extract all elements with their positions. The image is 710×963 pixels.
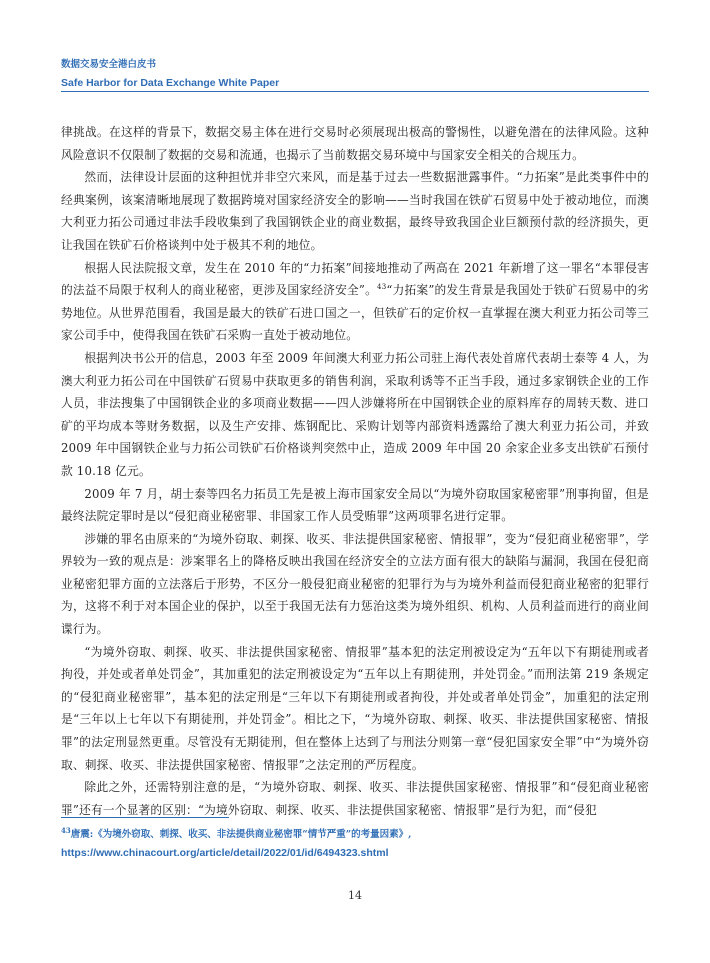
footnote-number: 43	[61, 825, 71, 835]
paragraph-text: 根据人民法院报文章，发生在 2010 年的“力拓案”间接地推动了两高在 2021 年新增了这一罪名“本罪侵害的法益不局限于权利人的商业秘密，更涉及国家经济安全”。	[61, 260, 649, 298]
footnote	[61, 826, 649, 862]
paragraph: 涉嫌的罪名由原来的“为境外窃取、刺探、收买、非法提供国家秘密、情报罪”，变为“侵犯商业秘密罪”，学界较为一致的观点是：涉案罪名上的降格反映出我国在经济安全的立法方面有很大的缺陷与漏洞，我国在侵犯商业秘密犯罪方面的立法落后于形势，不区分一般侵犯商业秘密的犯罪行为与为境外利益而侵犯商业秘密的犯罪行为，这将不利于对本国企业的保护，以至于我国无法有力惩治这类为境外组织、机构、人员利益而进行的商业间谍行为。	[61, 531, 649, 637]
footnote-ref[interactable]: 43	[377, 283, 387, 292]
paragraph: 律挑战。在这样的背景下，数据交易主体在进行交易时必须展现出极高的警惕性，以避免潜在的法律风险。这种风险意识不仅限制了数据的交易和流通，也揭示了当前数据交易环境中与国家安全相关的合规压力。	[61, 125, 649, 162]
paragraph-text: “力拓案”的发生背景是我国处于铁矿石贸易中的劣势地位。从世界范围看，我国是最大的铁矿石进口国之一，但铁矿石的定价权一直掌握在澳大利亚力拓公司等三家公司手中，使得我国在铁矿石采购一直处于被动地位。	[61, 283, 649, 343]
footnote-link[interactable]: https://www.chinacourt.org/article/detail/2022/01/id/6494323.shtml	[61, 847, 389, 859]
paragraph: 然而，法律设计层面的这种担忧并非空穴来风，而是基于过去一些数据泄露事件。“力拓案”是此类事件中的经典案例，该案清晰地展现了数据跨境对国家经济安全的影响——当时我国在铁矿石贸易中处于被动地位，而澳大利亚力拓公司通过非法手段收集到了我国钢铁企业的商业数据，最终导致我国企业巨额预付款的经济损失，更让我国在铁矿石价格谈判中处于极其不利的地位。	[61, 170, 649, 252]
header-title-en: Safe Harbor for Data Exchange White Paper	[61, 77, 280, 89]
paragraph: 根据判决书公开的信息，2003 年至 2009 年间澳大利亚力拓公司驻上海代表处首席代表胡士泰等 4 人，为澳大利亚力拓公司在中国铁矿石贸易中获取更多的销售利润，采取利诱等不正当手段，通过多家钢铁企业的工作人员，非法搜集了中国钢铁企业的多项商业数据——四人涉嫌将所在中国钢铁企业的原料库存的周转天数、进口矿的平均成本等财务数据，以及生产安排、炼钢配比、采购计划等内部资料透露给了澳大利亚力拓公司，并致 2009 年中国钢铁企业与力拓公司铁矿石价格谈判突然中止，造成 2009 年中国 20 余家企业多支出铁矿石预付款 10.18 亿元。	[61, 350, 649, 478]
footnote-text: 唐震:《为境外窃取、刺探、收买、非法提供商业秘密罪“情节严重”的考量因素》,	[70, 829, 412, 840]
paragraph: “为境外窃取、刺探、收买、非法提供国家秘密、情报罪”基本犯的法定刑被设定为“五年以下有期徒刑或者拘役，并处或者单处罚金”，其加重犯的法定刑被设定为“五年以上有期徒刑，并处罚金。”而刑法第 219 条规定的“侵犯商业秘密罪”，基本犯的法定刑是“三年以下有期徒刑或者拘役，并处或者单处罚金”，加重犯的法定刑是“三年以上七年以下有期徒刑，并处罚金”。相比之下，“为境外窃取、刺探、收买、非法提供国家秘密、情报罪”的法定刑显然更重。尽管没有无期徒刑，但在整体上达到了与刑法分则第一章“侵犯国家安全罪”中“为境外窃取、刺探、收买、非法提供国家秘密、情报罪”之法定刑的严厉程度。	[61, 644, 649, 772]
paragraph	[61, 257, 649, 347]
footnote-citation	[61, 826, 649, 844]
header-title-cn: 数据交易安全港白皮书	[61, 59, 157, 70]
page-number: 14	[348, 889, 362, 902]
header-divider	[61, 91, 649, 92]
page-header	[61, 58, 649, 91]
main-body	[61, 121, 649, 821]
paragraph: 除此之外，还需特别注意的是，“为境外窃取、刺探、收买、非法提供国家秘密、情报罪”和“侵犯商业秘密罪”还有一个显著的区别：“为境外窃取、刺探、收买、非法提供国家秘密、情报罪”是行为犯，而“侵犯	[61, 780, 649, 817]
paragraph: 2009 年 7 月，胡士泰等四名力拓员工先是被上海市国家安全局以“为境外窃取国家秘密罪”刑事拘留，但是最终法院定罪时是以“侵犯商业秘密罪、非国家工作人员受贿罪”这两项罪名进行定罪。	[61, 486, 649, 524]
footnote-divider	[61, 817, 229, 818]
